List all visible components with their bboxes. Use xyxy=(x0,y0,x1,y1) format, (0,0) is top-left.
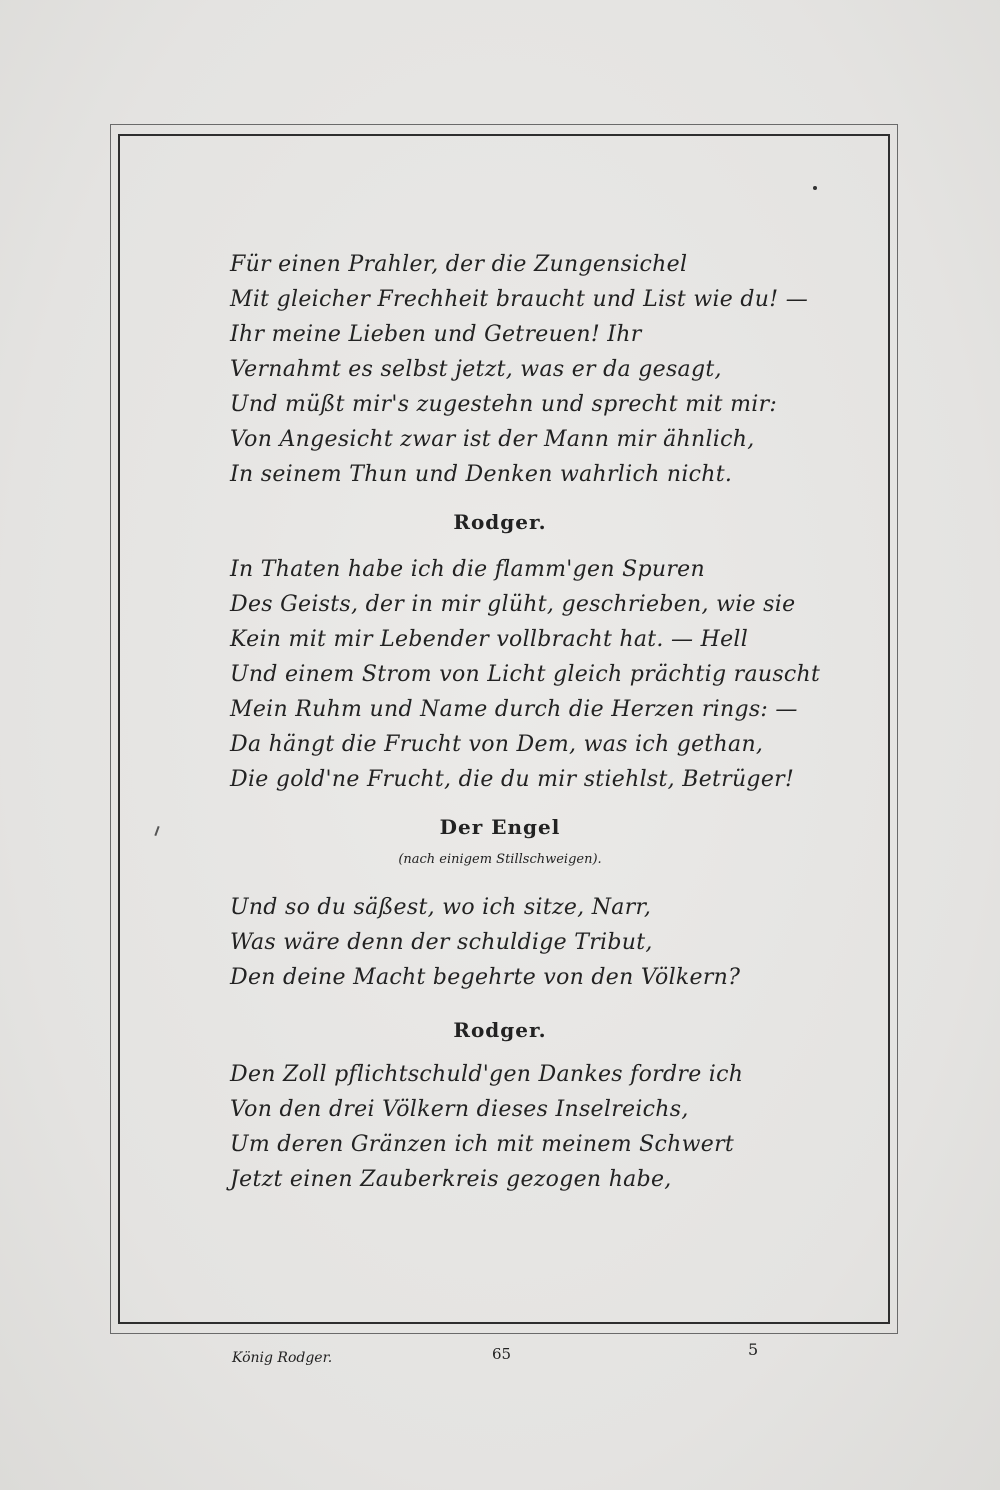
verse-line: Den deine Macht begehrte von den Völkern? xyxy=(230,965,741,990)
page-number: 65 xyxy=(492,1345,512,1363)
speaker-heading: Der Engel xyxy=(439,815,561,839)
stage-direction: (nach einigem Stillschweigen). xyxy=(398,852,602,867)
verse-line: Für einen Prahler, der die Zungensichel xyxy=(230,252,688,277)
verse-line: Jetzt einen Zauberkreis gezogen habe, xyxy=(230,1167,672,1192)
running-title: König Rodger. xyxy=(232,1350,333,1366)
verse-line: Des Geists, der in mir glüht, geschrieben, wie sie xyxy=(230,592,796,617)
verse-line: In Thaten habe ich die flamm'gen Spuren xyxy=(230,557,705,582)
verse-line: Kein mit mir Lebender vollbracht hat. — Hell xyxy=(230,627,749,652)
verse-line: Von den drei Völkern dieses Inselreichs, xyxy=(230,1097,689,1122)
ink-speck xyxy=(813,186,817,190)
verse-line: Von Angesicht zwar ist der Mann mir ähnlich, xyxy=(230,427,755,452)
verse-line: Um deren Gränzen ich mit meinem Schwert xyxy=(230,1132,735,1157)
verse-line: Ihr meine Lieben und Getreuen! Ihr xyxy=(230,322,642,347)
speaker-heading: Rodger. xyxy=(453,510,547,534)
verse-line: Mit gleicher Frechheit braucht und List wie du! — xyxy=(230,287,808,312)
verse-line: Vernahmt es selbst jetzt, was er da gesagt, xyxy=(230,357,722,382)
signature-mark: 5 xyxy=(748,1340,759,1359)
verse-line: Die gold'ne Frucht, die du mir stiehlst, Betrüger! xyxy=(230,767,795,792)
verse-line: Und so du säßest, wo ich sitze, Narr, xyxy=(230,895,652,920)
verse-line: Den Zoll pflichtschuld'gen Dankes fordre ich xyxy=(230,1062,744,1087)
verse-line: Mein Ruhm und Name durch die Herzen rings: — xyxy=(230,697,798,722)
verse-line: In seinem Thun und Denken wahrlich nicht. xyxy=(230,462,733,487)
verse-line: Da hängt die Frucht von Dem, was ich gethan, xyxy=(230,732,764,757)
speaker-heading: Rodger. xyxy=(453,1018,547,1042)
verse-line: Was wäre denn der schuldige Tribut, xyxy=(230,930,653,955)
verse-line: Und müßt mir's zugestehn und sprecht mit mir: xyxy=(230,392,778,417)
verse-line: Und einem Strom von Licht gleich prächtig rauscht xyxy=(230,662,821,687)
